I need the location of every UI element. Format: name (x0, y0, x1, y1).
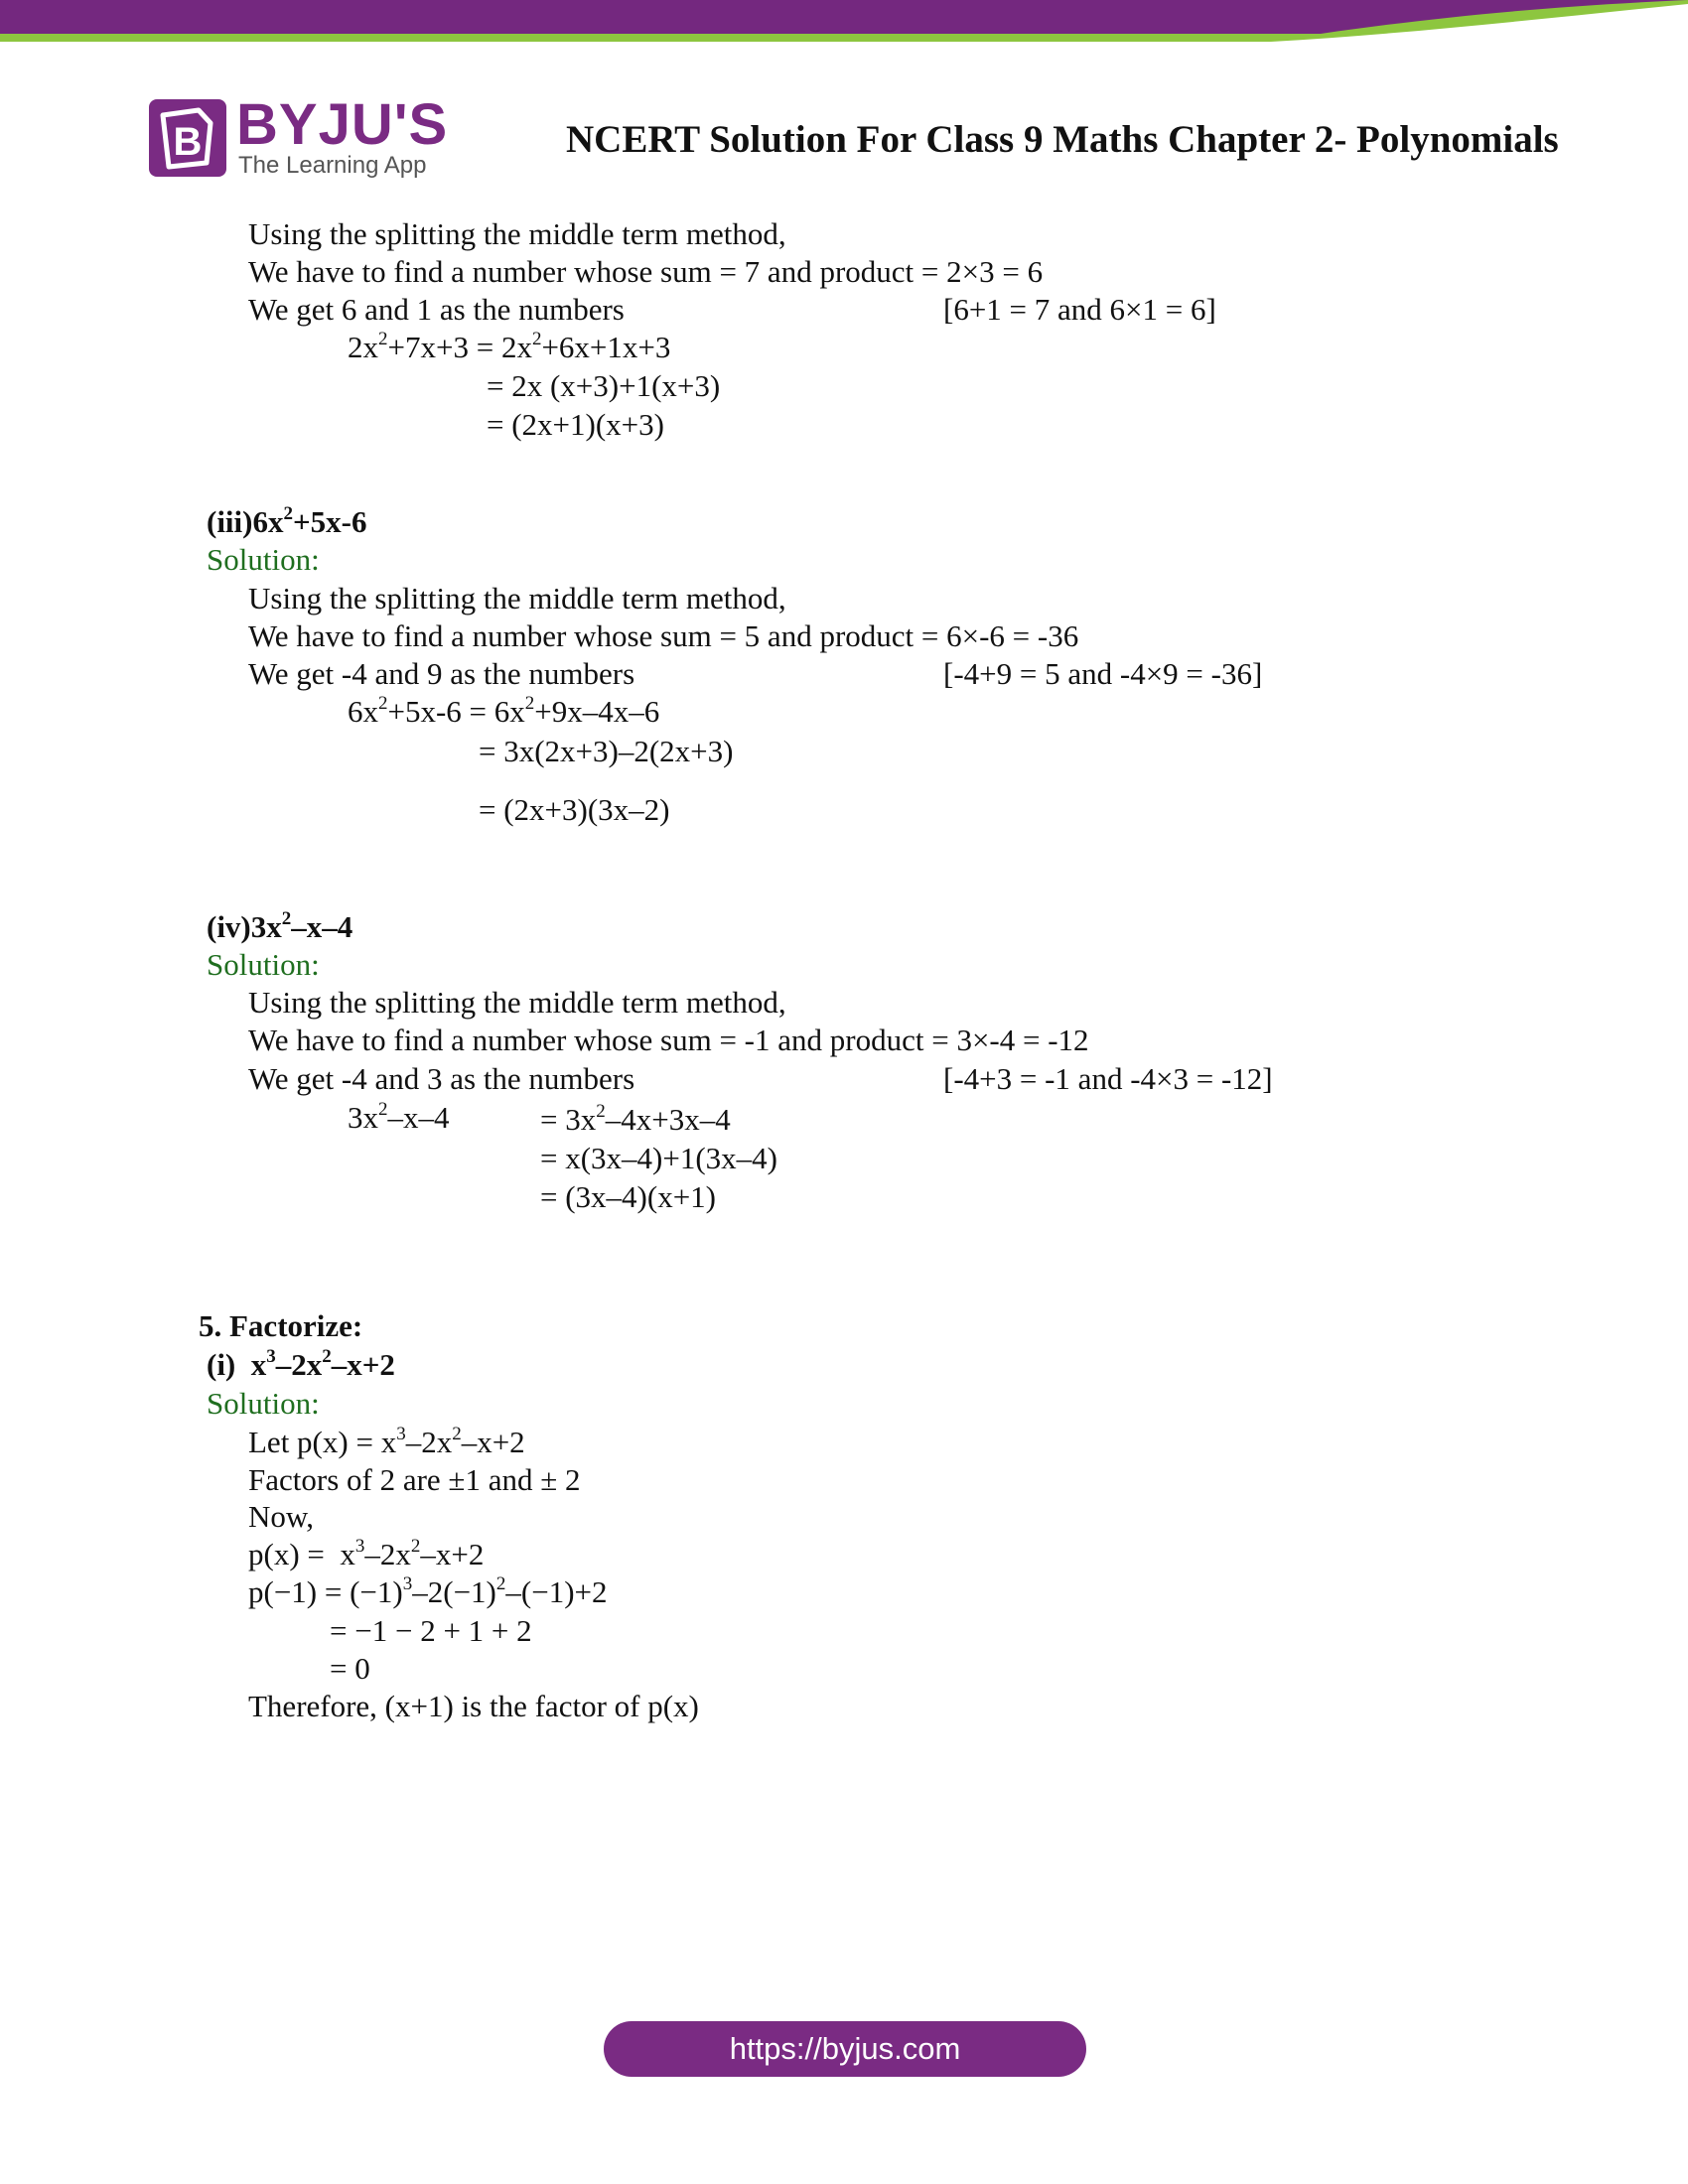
q5-eval-result: = 0 (330, 1651, 370, 1686)
ii-sum-product-line: We have to find a number whose sum = 7 and product = 2×3 = 6 (248, 254, 1044, 289)
byjus-logo[interactable] (149, 92, 449, 181)
ii-numbers-line: We get 6 and 1 as the numbers (248, 292, 625, 327)
iv-grouping-step: = x(3x–4)+1(3x–4) (540, 1141, 778, 1175)
iv-expression: $3x^2-x-4$ (348, 1099, 450, 1135)
iv-sum-product-line: We have to find a number whose sum = -1 and product = 3×-4 = -12 (248, 1023, 1089, 1057)
iii-question: $(iii)6x^2+5x-6$ (207, 503, 367, 539)
logo-mark-icon (149, 99, 226, 177)
ii-split-equation: $2x^2+7x+3 = 2x^2+6x+1x+3$ (348, 329, 671, 364)
iv-split-equation: = $3x^2-4x+3x-4$ (540, 1101, 731, 1137)
q5-heading: 5. Factorize: (199, 1308, 363, 1343)
iii-solution-label: Solution: (207, 542, 320, 577)
iv-solution-label: Solution: (207, 947, 320, 982)
q5-px-line: $p(x) = x^3-2x^2-x+2$ (248, 1536, 485, 1571)
ii-numbers-check: [6+1 = 7 and 6×1 = 6] (943, 292, 1216, 327)
q5-let-line: Let $p(x) = x^3-2x^2-x+2$ (248, 1424, 525, 1459)
footer-url-link[interactable]: https://byjus.com (604, 2021, 1086, 2077)
iii-method-line: Using the splitting the middle term method, (248, 581, 786, 615)
iv-method-line: Using the splitting the middle term method, (248, 985, 786, 1020)
iii-final-factors: = (2x+3)(3x–2) (479, 792, 670, 827)
iv-final-factors: = (3x–4)(x+1) (540, 1179, 717, 1214)
iv-numbers-check: [-4+3 = -1 and -4×3 = -12] (943, 1061, 1273, 1096)
q5-i-solution-label: Solution: (207, 1386, 320, 1421)
page-title: NCERT Solution For Class 9 Maths Chapter 2- Polynomials (566, 118, 1559, 161)
iii-grouping-step: = 3x(2x+3)–2(2x+3) (479, 734, 734, 768)
brand-name: BYJU'S (236, 92, 449, 157)
q5-p-minus1-line: $p(-1) = (-1)^3-2(-1)^2-(-1)+2$ (248, 1573, 608, 1609)
q5-eval-step: = −1 − 2 + 1 + 2 (330, 1613, 532, 1648)
iii-split-equation: $6x^2+5x-6 = 6x^2+9x-4x-6$ (348, 693, 660, 729)
iii-sum-product-line: We have to find a number whose sum = 5 and product = 6×-6 = -36 (248, 618, 1079, 653)
q5-now-line: Now, (248, 1499, 315, 1534)
q5-i-question: (i) $x^3-2x^2-x+2$ (207, 1346, 395, 1382)
iv-question: $(iv)3x^2-x-4$ (207, 908, 353, 944)
brand-tagline: The Learning App (238, 152, 427, 179)
ii-method-line: Using the splitting the middle term method, (248, 216, 786, 251)
q5-factors-line: Factors of 2 are ±1 and ± 2 (248, 1462, 581, 1497)
ii-grouping-step: = 2x (x+3)+1(x+3) (487, 368, 721, 403)
iii-numbers-line: We get -4 and 9 as the numbers (248, 656, 635, 691)
q5-conclusion: Therefore, (x+1) is the factor of p(x) (248, 1689, 699, 1723)
header-band (0, 0, 1688, 60)
iv-numbers-line: We get -4 and 3 as the numbers (248, 1061, 635, 1096)
logo-letter: B (173, 120, 203, 164)
ii-final-factors: = (2x+1)(x+3) (487, 407, 664, 442)
iii-numbers-check: [-4+9 = 5 and -4×9 = -36] (943, 656, 1263, 691)
